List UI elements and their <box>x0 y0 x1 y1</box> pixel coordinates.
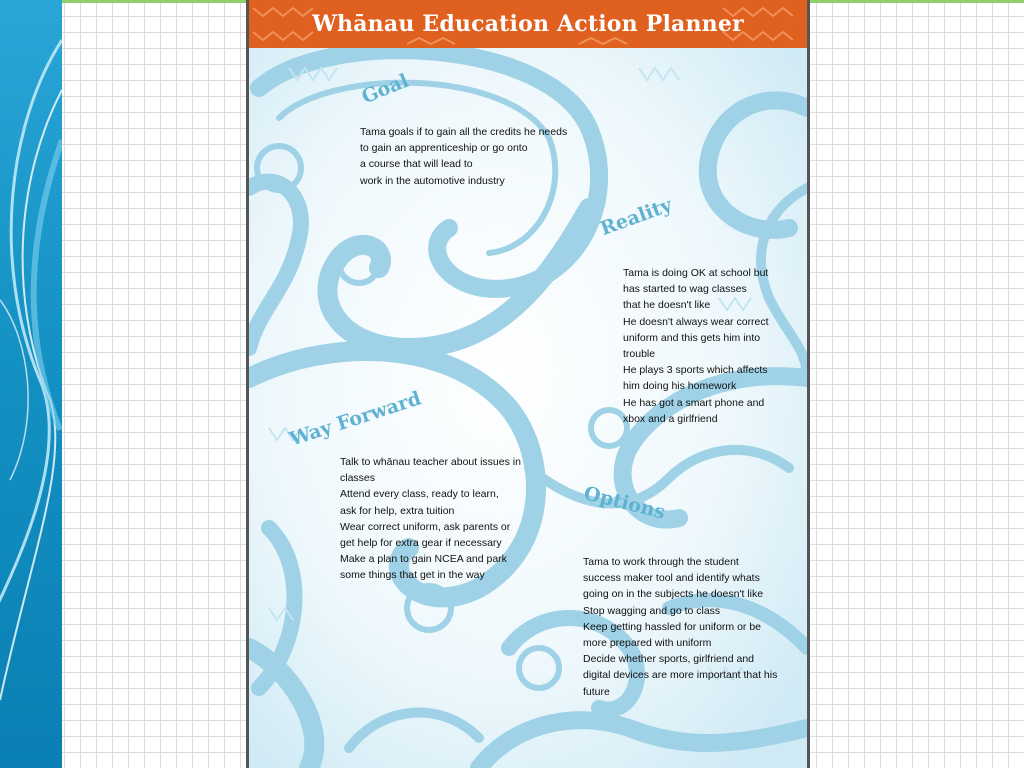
reality-text <box>623 265 769 427</box>
document-header <box>249 0 807 48</box>
way-forward-line: some things that get in the way <box>340 569 485 582</box>
reality-line: He doesn't always wear correct <box>623 315 769 328</box>
reality-line: He plays 3 sports which affects <box>623 364 768 377</box>
goal-line: to gain an apprenticeship or go onto <box>360 142 528 155</box>
reality-line: xbox and a girlfriend <box>623 412 718 425</box>
slide-decorative-band <box>0 0 62 768</box>
options-text <box>583 554 777 700</box>
way-forward-line: classes <box>340 472 376 485</box>
way-forward-line: Attend every class, ready to learn, <box>340 488 499 501</box>
way-forward-line: Make a plan to gain NCEA and park <box>340 553 507 566</box>
reality-line: Tama is doing OK at school but <box>623 267 769 279</box>
goal-line: work in the automotive industry <box>360 174 505 187</box>
way-forward-line: get help for extra gear if necessary <box>340 537 502 550</box>
reality-line: trouble <box>623 348 656 361</box>
goal-text <box>360 124 567 189</box>
options-line: going on in the subjects he doesn't like <box>583 588 764 601</box>
goal-line: a course that will lead to <box>360 158 473 171</box>
options-line: success maker tool and identify whats <box>583 572 760 585</box>
options-line: Decide whether sports, girlfriend and <box>583 653 755 666</box>
way-forward-heading: Way Forward <box>286 387 424 451</box>
goal-line: Tama goals if to gain all the credits he needs <box>360 126 568 138</box>
reality-line: has started to wag classes <box>623 283 747 296</box>
options-line: Tama to work through the student <box>583 556 739 568</box>
options-line: Stop wagging and go to class <box>583 604 721 617</box>
goal-heading: Goal <box>358 69 412 109</box>
options-line: more prepared with uniform <box>583 637 712 650</box>
action-planner-document <box>246 0 810 768</box>
options-heading: Options <box>581 482 668 524</box>
options-line: Keep getting hassled for uniform or be <box>583 620 762 633</box>
way-forward-line: Wear correct uniform, ask parents or <box>340 520 511 533</box>
way-forward-line: ask for help, extra tuition <box>340 504 455 517</box>
reality-line: that he doesn't like <box>623 299 711 312</box>
way-forward-line: Talk to whānau teacher about issues in <box>340 456 521 468</box>
document-title: Whānau Education Action Planner <box>312 11 744 37</box>
reality-line: him doing his homework <box>623 380 737 393</box>
reality-line: He has got a smart phone and <box>623 396 765 409</box>
way-forward-text <box>340 454 521 584</box>
reality-line: uniform and this gets him into <box>623 331 761 344</box>
wave-decoration <box>0 0 62 768</box>
options-line: future <box>583 685 610 698</box>
reality-heading: Reality <box>597 193 675 241</box>
options-line: digital devices are more important that his <box>583 669 778 682</box>
